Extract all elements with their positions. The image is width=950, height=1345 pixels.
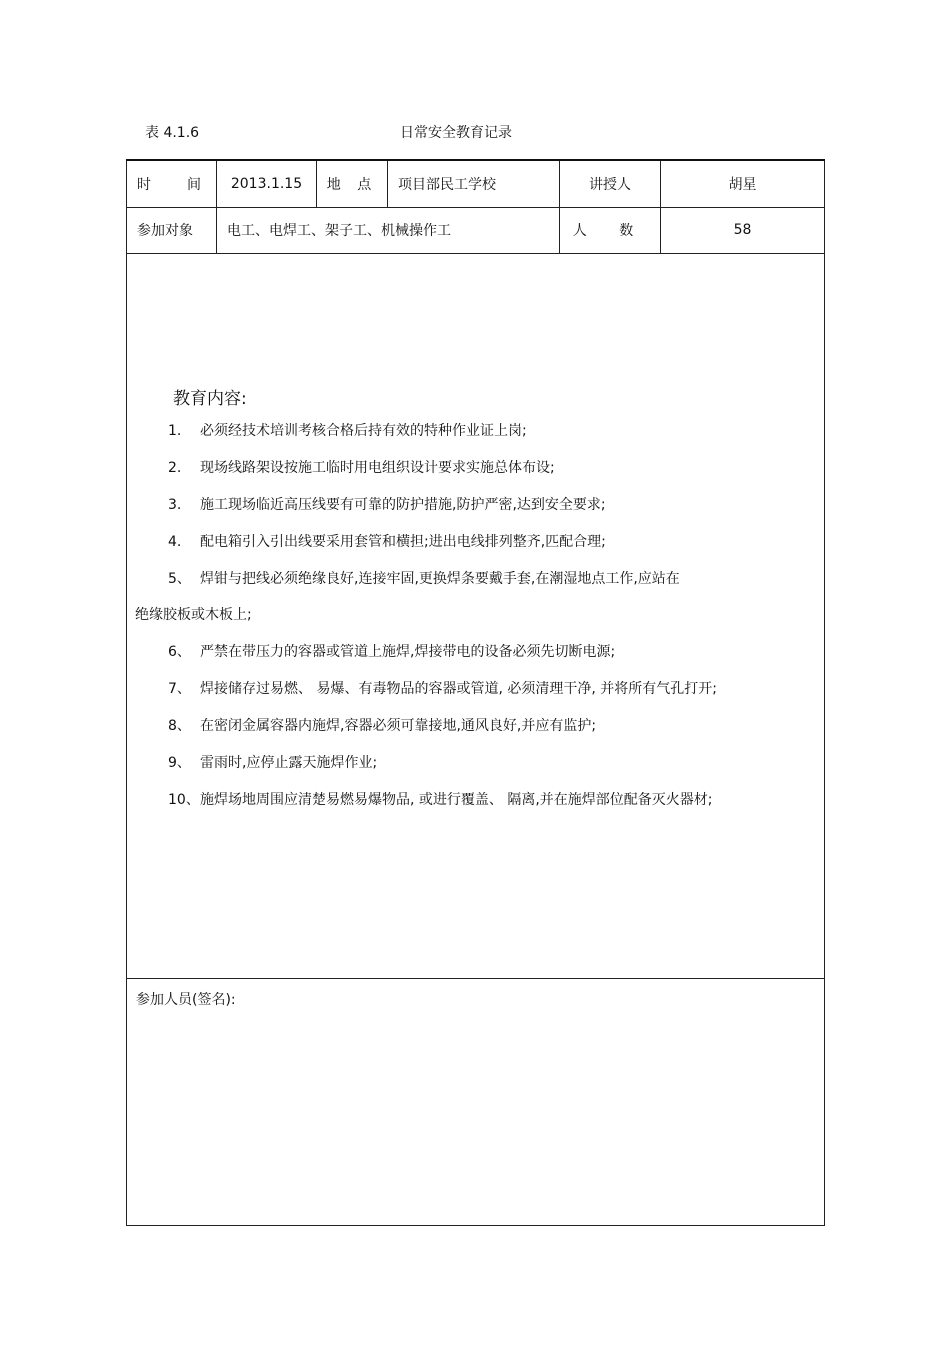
item-number: 7、 — [168, 680, 191, 697]
item-number: 2. — [168, 459, 182, 476]
item-text: 焊接储存过易燃、 易爆、有毒物品的容器或管道, 必须清理干净, 并将所有气孔打开; — [200, 680, 717, 697]
item-number: 9、 — [168, 754, 191, 771]
content-item — [127, 569, 824, 625]
item-number: 10、 — [168, 791, 200, 808]
table-number: 表 4.1.6 — [145, 125, 200, 141]
participants-value: 电工、电焊工、架子工、机械操作工 — [217, 207, 560, 253]
lecturer-value: 胡星 — [661, 160, 825, 207]
content-item — [127, 679, 824, 699]
lecturer-label: 讲授人 — [560, 160, 661, 207]
item-text: 现场线路架设按施工临时用电组织设计要求实施总体布设; — [200, 459, 555, 476]
content-item — [127, 532, 824, 552]
time-value: 2013.1.15 — [217, 160, 317, 207]
count-value: 58 — [661, 207, 825, 253]
item-text: 必须经技术培训考核合格后持有效的特种作业证上岗; — [200, 422, 527, 439]
item-text: 雷雨时,应停止露天施焊作业; — [200, 754, 378, 771]
content-item — [127, 458, 824, 478]
content-item — [127, 421, 824, 441]
content-item — [127, 790, 824, 810]
content-item — [127, 642, 824, 662]
time-label-cell — [127, 160, 217, 207]
item-text-continued: 绝缘胶板或木板上; — [135, 606, 252, 623]
time-label: 时 间 — [137, 176, 201, 193]
item-text: 配电箱引入引出线要采用套管和横担;进出电线排列整齐,匹配合理; — [200, 533, 606, 550]
place-value: 项目部民工学校 — [388, 160, 560, 207]
item-number: 6、 — [168, 643, 191, 660]
education-content-cell — [127, 253, 825, 978]
item-number: 4. — [168, 533, 182, 550]
item-text: 在密闭金属容器内施焊,容器必须可靠接地,通风良好,并应有监护; — [200, 717, 597, 734]
item-text: 焊钳与把线必须绝缘良好,连接牢固,更换焊条要戴手套,在潮湿地点工作,应站在 — [200, 570, 680, 587]
content-item — [127, 753, 824, 773]
place-label: 地 点 — [317, 160, 388, 207]
record-table — [126, 159, 825, 1226]
content-item — [127, 495, 824, 515]
signature-cell — [127, 978, 825, 1225]
count-label: 人 数 — [560, 207, 661, 253]
document-title: 日常安全教育记录 — [400, 125, 512, 141]
item-text: 严禁在带压力的容器或管道上施焊,焊接带电的设备必须先切断电源; — [200, 643, 616, 660]
content-heading: 教育内容: — [173, 388, 247, 409]
participants-label: 参加对象 — [127, 207, 217, 253]
item-number: 5、 — [168, 570, 191, 587]
item-text: 施焊场地周围应清楚易燃易爆物品, 或进行覆盖、 隔离,并在施焊部位配备灭火器材; — [200, 791, 713, 808]
item-number: 1. — [168, 422, 182, 439]
signature-label: 参加人员(签名): — [136, 991, 236, 1008]
item-number: 3. — [168, 496, 182, 513]
item-text: 施工现场临近高压线要有可靠的防护措施,防护严密,达到安全要求; — [200, 496, 606, 513]
content-item — [127, 716, 824, 736]
item-number: 8、 — [168, 717, 191, 734]
content-list — [127, 421, 824, 810]
